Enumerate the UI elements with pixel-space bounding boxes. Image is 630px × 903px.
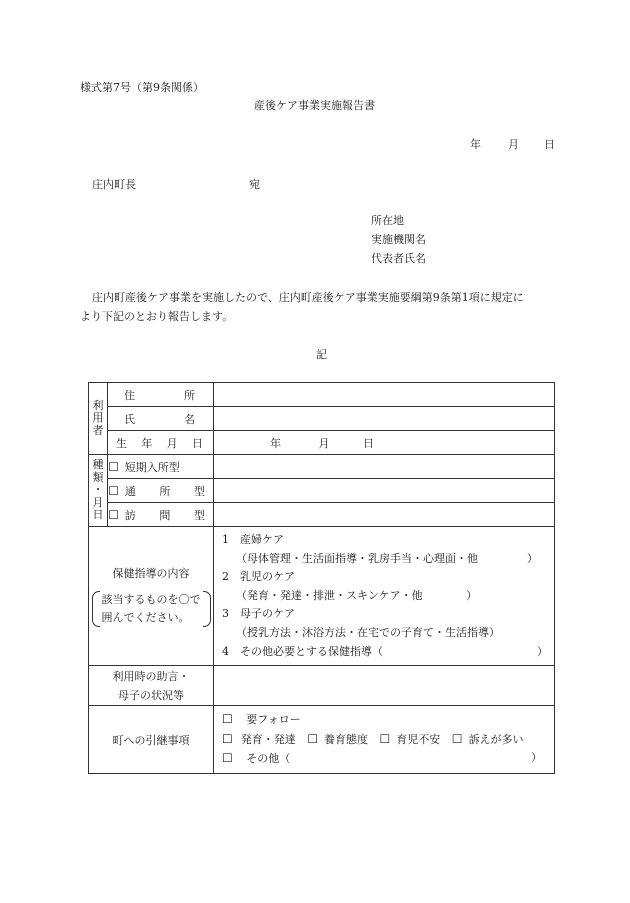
checkbox-follow-up[interactable]: ☐ — [222, 712, 233, 727]
checkbox-attitude[interactable]: ☐ — [307, 731, 319, 746]
date-year-label: 年 — [470, 138, 481, 151]
guidance-item-3[interactable]: 3 母子のケア — [222, 607, 295, 621]
guidance-item-4[interactable]: 4 その他必要とする保健指導（ — [222, 644, 383, 658]
type-home-visit[interactable]: ☐ 訪 問 型 — [108, 503, 214, 527]
dob-day: 日 — [363, 436, 374, 450]
checkbox-other[interactable]: ☐ — [222, 751, 233, 766]
checkbox-day-visit[interactable]: ☐ — [108, 483, 119, 498]
page-title: 産後ケア事業実施報告書 — [254, 99, 375, 112]
reporter-address-label: 所在地 — [371, 214, 404, 227]
addressee-name: 庄内町長 — [92, 178, 136, 191]
dob-month: 月 — [318, 436, 330, 450]
ki-heading: 記 — [316, 348, 327, 361]
type-day-visit[interactable]: ☐ 通 所 型 — [108, 479, 214, 503]
guidance-label: 保健指導の内容 — [112, 567, 190, 581]
report-form-table — [88, 382, 555, 774]
dob-field[interactable] — [214, 431, 555, 455]
address-field[interactable] — [214, 383, 555, 407]
dob-label: 生 年 月 日 — [108, 431, 214, 455]
body-text-line-1: 庄内町産後ケア事業を実施したので、庄内町産後ケア事業実施要綱第9条第1項に規定に — [92, 291, 524, 304]
address-label: 住 所 — [108, 383, 214, 407]
checkbox-complaints[interactable]: ☐ — [451, 731, 463, 746]
name-field[interactable] — [214, 407, 555, 431]
checkbox-home-visit[interactable]: ☐ — [108, 507, 119, 522]
guidance-item-1-detail[interactable]: （母体管理・生活面指導・乳房手当・心理面・他 — [236, 551, 478, 565]
reporter-rep-label: 代表者氏名 — [371, 252, 426, 265]
guidance-note: 該当するものを〇で 囲んでください。 — [92, 591, 211, 627]
handover-label: 町への引継事項 — [89, 706, 214, 774]
dob-year: 年 — [270, 436, 281, 450]
reporter-org-label: 実施機関名 — [371, 233, 426, 246]
date-day-label: 日 — [544, 138, 555, 151]
guidance-content[interactable]: 1 産婦ケア （母体管理・生活面指導・乳房手当・心理面・他 ） 2 乳児のケア （発育・発達・排泄・スキンケア・他 ） 3 母子のケア （授乳方法・沐浴方法・在宅での子育て・生活指導） 4 その他必要とする保健指導（ ） — [214, 527, 555, 666]
guidance-item-3-detail[interactable]: （授乳方法・沐浴方法・在宅での子育て・生活指導） — [236, 625, 500, 639]
checkbox-short-stay[interactable]: ☐ — [108, 459, 119, 474]
type-day-visit-field[interactable] — [214, 479, 555, 503]
type-short-stay-field[interactable] — [214, 455, 555, 479]
addressee-honorific: 宛 — [249, 178, 260, 191]
date-month-label: 月 — [508, 138, 519, 151]
handover-content: ☐ 要フォロー ☐ 発育・発達 ☐ 養育態度 ☐ 育児不安 ☐ 訴えが多い ☐ その他（ ） — [214, 706, 555, 774]
checkbox-anxiety[interactable]: ☐ — [379, 731, 391, 746]
type-short-stay[interactable]: ☐ 短期入所型 — [108, 455, 214, 479]
type-header: 種 類 ・ 月 日 — [89, 455, 108, 527]
checkbox-growth[interactable]: ☐ — [222, 731, 233, 746]
form-number: 様式第7号（第9条関係） — [80, 81, 204, 94]
type-home-visit-field[interactable] — [214, 503, 555, 527]
guidance-item-2-detail[interactable]: （発育・発達・排泄・スキンケア・他 — [236, 588, 423, 602]
advice-label: 利用時の助言・ 母子の状況等 — [89, 666, 214, 706]
body-text-line-2: より下記のとおり報告します。 — [80, 310, 234, 323]
user-header: 利 用 者 — [89, 383, 108, 455]
guidance-item-1[interactable]: 1 産婦ケア — [222, 533, 284, 546]
name-label: 氏 名 — [108, 407, 214, 431]
guidance-label-cell — [89, 527, 214, 666]
guidance-item-2[interactable]: 2 乳児のケア — [222, 570, 295, 584]
advice-field[interactable] — [214, 666, 555, 706]
